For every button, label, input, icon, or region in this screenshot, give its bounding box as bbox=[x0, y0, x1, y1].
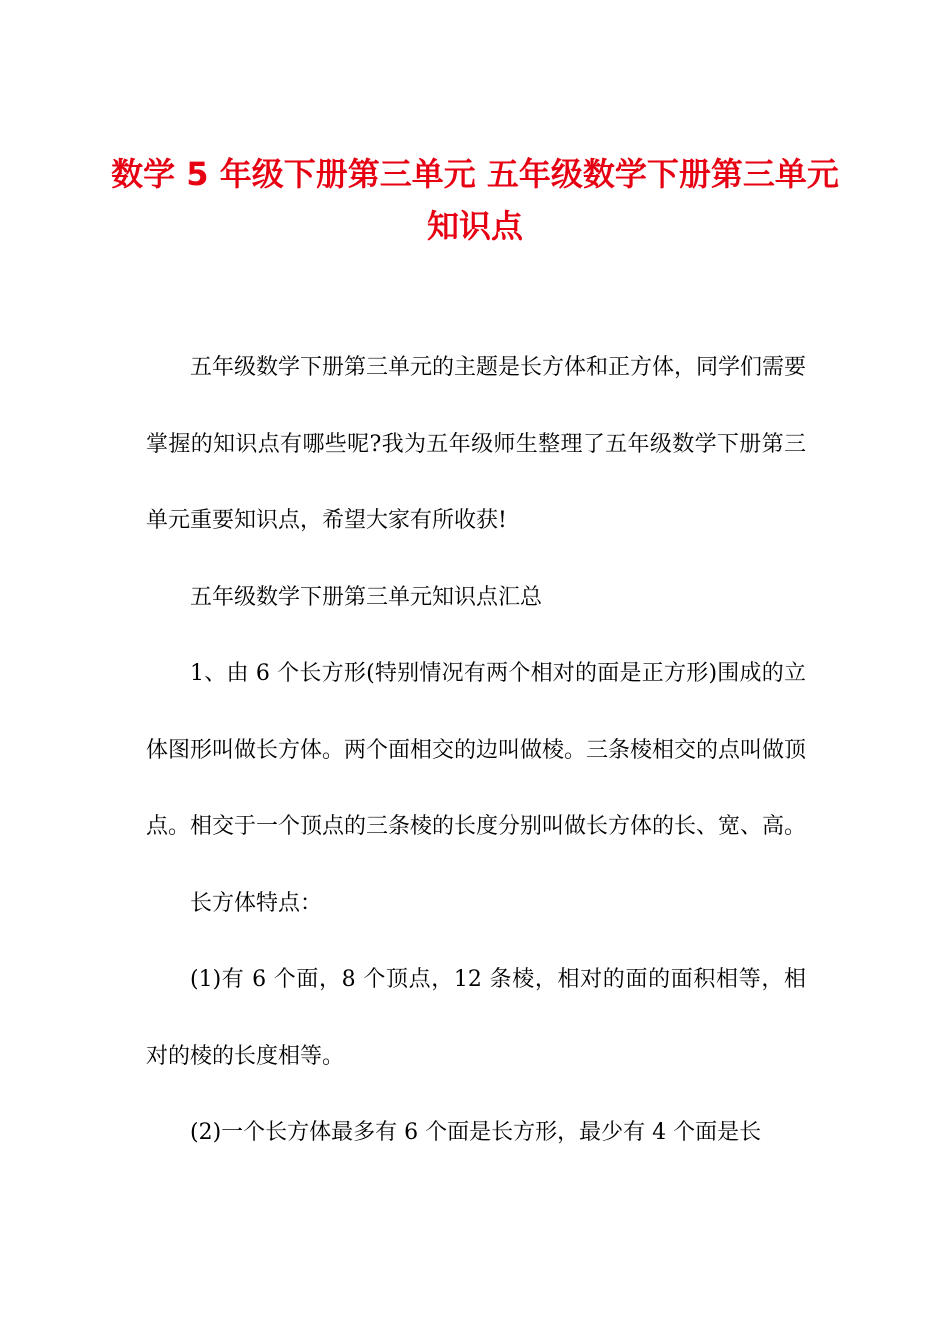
document-body bbox=[146, 330, 806, 1172]
paragraph-feature-1: (1)有 6 个面，8 个顶点，12 条棱，相对的面的面积相等，相对的棱的长度相等。 bbox=[146, 967, 806, 1069]
paragraph-intro: 五年级数学下册第三单元的主题是长方体和正方体，同学们需要掌握的知识点有哪些呢?我为五年级师生整理了五年级数学下册第三单元重要知识点，希望大家有所收获! bbox=[146, 355, 807, 533]
document-title: 数学 5 年级下册第三单元 五年级数学下册第三单元知识点 bbox=[111, 155, 839, 245]
paragraph-features-heading: 长方体特点： bbox=[190, 890, 323, 916]
paragraph-definition: 1、由 6 个长方形(特别情况有两个相对的面是正方形)围成的立体图形叫做长方体。两个面相交的边叫做棱。三条棱相交的点叫做顶点。相交于一个顶点的三条棱的长度分别叫做长方体的长、宽、高。 bbox=[146, 661, 807, 839]
paragraph-feature-2: (2)一个长方体最多有 6 个面是长方形，最少有 4 个面是长 bbox=[190, 1120, 762, 1145]
paragraph-summary-heading: 五年级数学下册第三单元知识点汇总 bbox=[190, 584, 543, 610]
